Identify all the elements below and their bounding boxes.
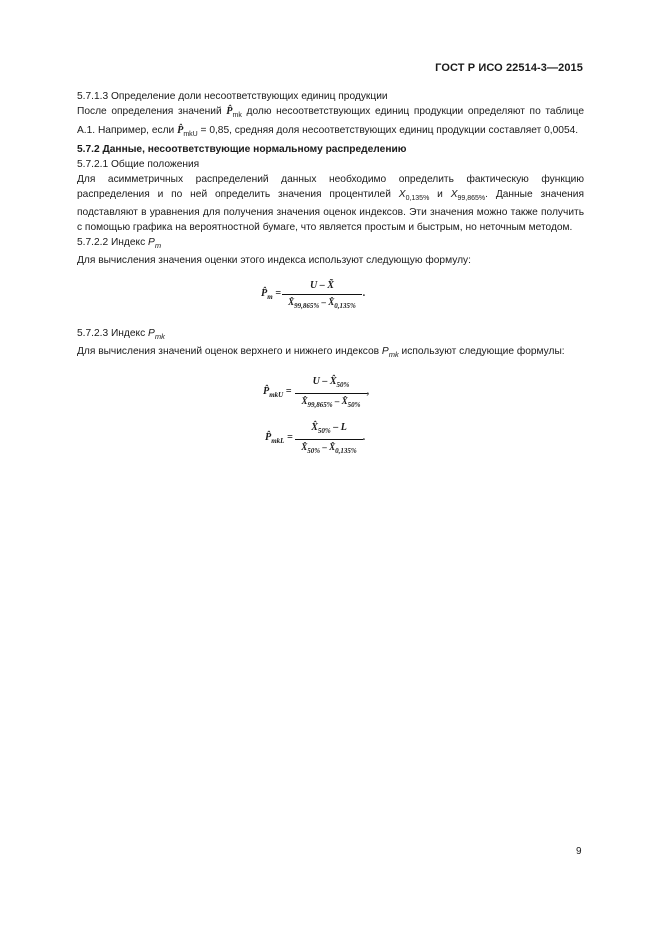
section-5-7-2-1-title: 5.7.2.1 Общие положения: [77, 158, 200, 170]
page-number: 9: [576, 846, 582, 857]
formula-fraction: [282, 279, 362, 314]
text-fragment: = 0,85, средняя доля несоответствующих единиц продукции составляет 0,0054.: [197, 124, 579, 136]
text-fragment: используют следующие формулы:: [398, 345, 565, 357]
text-fragment: Для асимметричных распределений данных необходимо определить фактическую функцию распределения и по ней определить значения процентилей: [77, 173, 584, 200]
p-subscript: m: [154, 241, 162, 251]
text-fragment: . Данные значения подставляют в уравнения для получения значения оценок индексов. Эти значения можно также получить с помощью графика на вероятностной бумаге, что является простым и быстрым, но неточным методом.: [77, 188, 585, 234]
x-symbol: X: [398, 188, 406, 200]
p-symbol: P: [381, 345, 389, 357]
text-fragment: Для вычисления значений оценок верхнего и нижнего индексов: [77, 345, 382, 357]
formula-pmku: [77, 375, 584, 415]
p-subscript: mk: [388, 349, 399, 359]
section-5-7-2-title: 5.7.2 Данные, несоответствующие нормальному распределению: [77, 143, 407, 155]
p-symbol: P: [148, 237, 155, 249]
formula-numerator: U – X̃: [310, 280, 334, 292]
p-subscript: mk: [154, 332, 165, 342]
text-fragment: 5.7.2.2 Индекс: [77, 237, 149, 249]
section-5-7-1-3-title: 5.7.1.3 Определение доли несоответствующих единиц продукции: [77, 91, 388, 102]
formula-pm: [77, 275, 584, 321]
formula-end: .: [363, 288, 366, 300]
section-5-7-2-3-title: [77, 327, 584, 345]
formula-pmkl: [77, 421, 584, 463]
formula-numerator: U – $X̂_{50\%}$: [312, 375, 350, 389]
text-fragment: и: [429, 188, 451, 200]
formula-denominator: $X̂_{50\%}$ – $X̂_{0,135\%}$: [301, 441, 357, 455]
paragraph-5-7-2-2: Для вычисления значения оценки этого индекса используют следующую формулу:: [77, 255, 471, 267]
formula-lhs: $P̂_{mkL}$ =: [265, 431, 293, 445]
paragraph-5-7-2-1: [77, 173, 584, 237]
formula-fraction: [295, 375, 367, 413]
x-subscript: 99,865%: [457, 194, 486, 202]
document-header: ГОСТ Р ИСО 22514-3—2015: [435, 62, 583, 74]
p-subscript: mk: [232, 111, 242, 119]
formula-numerator: $X̂_{50\%}$ – L: [311, 421, 347, 435]
formula-fraction: [295, 421, 363, 459]
formula-denominator: $X̂_{99,865\%}$ – $X̂_{0,135\%}$: [288, 296, 356, 310]
formula-lhs: $P̂_m$ =: [261, 288, 282, 302]
p-symbol: P: [148, 328, 155, 340]
section-5-7-2-2-title: [77, 236, 584, 254]
p-hat-symbol: P̂: [177, 124, 184, 136]
formula-end: .: [363, 431, 366, 443]
formula-denominator: $X̂_{99,865\%}$ – $X̂_{50\%}$: [301, 395, 361, 409]
page-body: [77, 90, 584, 469]
p-hat-symbol: P̂: [226, 105, 233, 117]
text-fragment: После определения значений: [77, 105, 227, 117]
text-fragment: 5.7.2.3 Индекс: [77, 328, 149, 340]
formula-lhs: $P̂_{mkU}$ =: [263, 385, 292, 399]
paragraph-5-7-2-3: [77, 345, 584, 363]
paragraph-5-7-1-3: [77, 105, 584, 143]
x-symbol: X: [450, 188, 458, 200]
x-subscript: 0,135%: [405, 194, 430, 202]
p-subscript: mkU: [183, 130, 198, 138]
formula-end: ,: [367, 385, 370, 397]
text-fragment: долю несоответствующих единиц продукции определяют по таблице А.1. Например, если: [77, 105, 584, 136]
